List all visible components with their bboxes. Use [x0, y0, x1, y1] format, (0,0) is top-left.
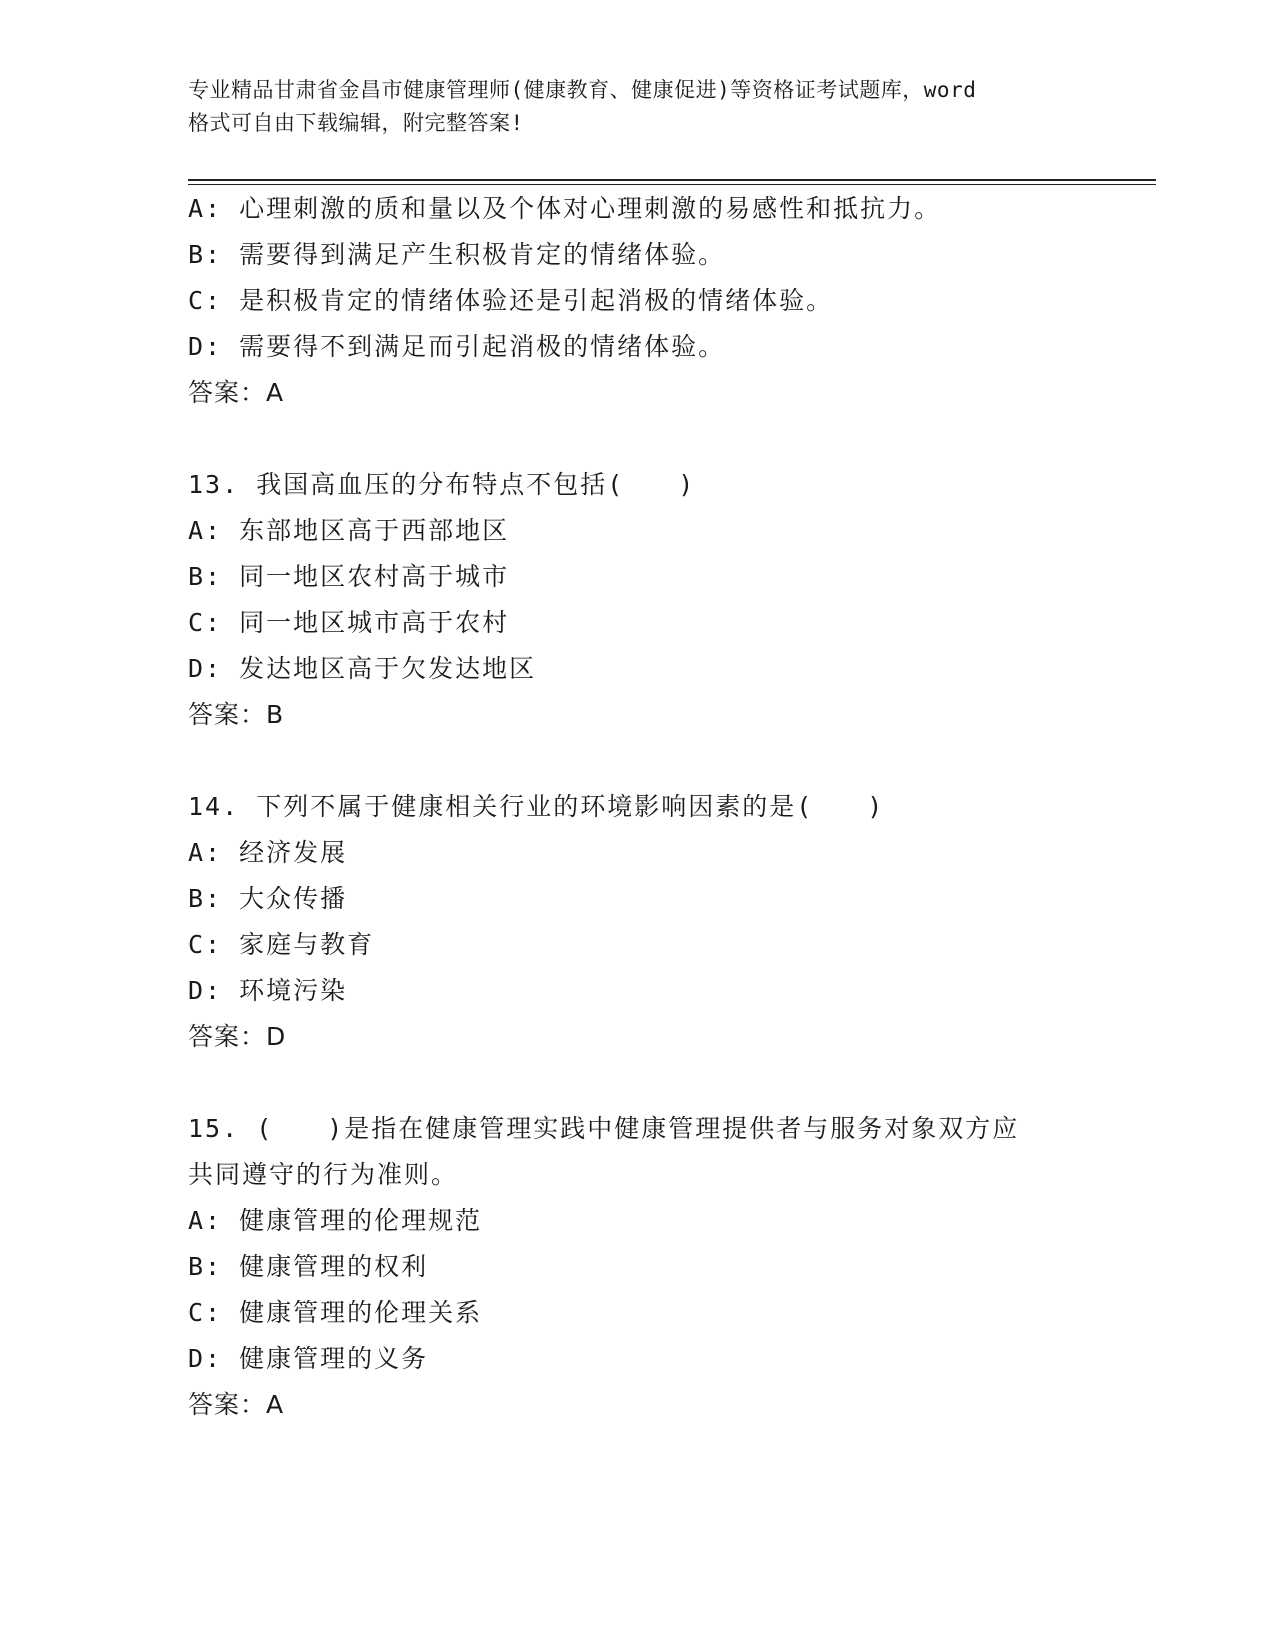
- q15-option-a: A: 健康管理的伦理规范: [188, 1206, 483, 1235]
- q12-option-d: D: 需要得不到满足而引起消极的情绪体验。: [188, 332, 726, 361]
- header-line-1: 专业精品甘肃省金昌市健康管理师(健康教育、健康促进)等资格证考试题库，word: [188, 78, 977, 102]
- q14-stem: 14. 下列不属于健康相关行业的环境影响因素的是( ): [188, 792, 885, 821]
- q14-option-d: D: 环境污染: [188, 976, 348, 1005]
- q15-answer: 答案：A: [188, 1390, 285, 1419]
- q14-answer: 答案：D: [188, 1022, 287, 1051]
- q12-option-a: A: 心理刺激的质和量以及个体对心理刺激的易感性和抵抗力。: [188, 194, 942, 223]
- q14-option-a: A: 经济发展: [188, 838, 348, 867]
- q13-option-a: A: 东部地区高于西部地区: [188, 516, 510, 545]
- q12-answer: 答案：A: [188, 378, 285, 407]
- q15-option-c: C: 健康管理的伦理关系: [188, 1298, 483, 1327]
- q13-option-c: C: 同一地区城市高于农村: [188, 608, 510, 637]
- q13-answer: 答案：B: [188, 700, 285, 729]
- q15-stem-line-2: 共同遵守的行为准则。: [188, 1160, 459, 1189]
- header-divider-thin: [188, 184, 1156, 185]
- q15-stem-line-1: 15. ( )是指在健康管理实践中健康管理提供者与服务对象双方应: [188, 1114, 1020, 1143]
- q13-stem: 13. 我国高血压的分布特点不包括( ): [188, 470, 696, 499]
- q15-option-b: B: 健康管理的权利: [188, 1252, 429, 1281]
- header-divider-thick: [188, 179, 1156, 181]
- q14-option-c: C: 家庭与教育: [188, 930, 375, 959]
- q12-option-b: B: 需要得到满足产生积极肯定的情绪体验。: [188, 240, 726, 269]
- header-line-2: 格式可自由下载编辑，附完整答案!: [188, 111, 524, 135]
- q12-option-c: C: 是积极肯定的情绪体验还是引起消极的情绪体验。: [188, 286, 834, 315]
- q14-option-b: B: 大众传播: [188, 884, 348, 913]
- document-header: [188, 74, 1088, 140]
- q13-option-b: B: 同一地区农村高于城市: [188, 562, 510, 591]
- q13-option-d: D: 发达地区高于欠发达地区: [188, 654, 537, 683]
- q15-option-d: D: 健康管理的义务: [188, 1344, 429, 1373]
